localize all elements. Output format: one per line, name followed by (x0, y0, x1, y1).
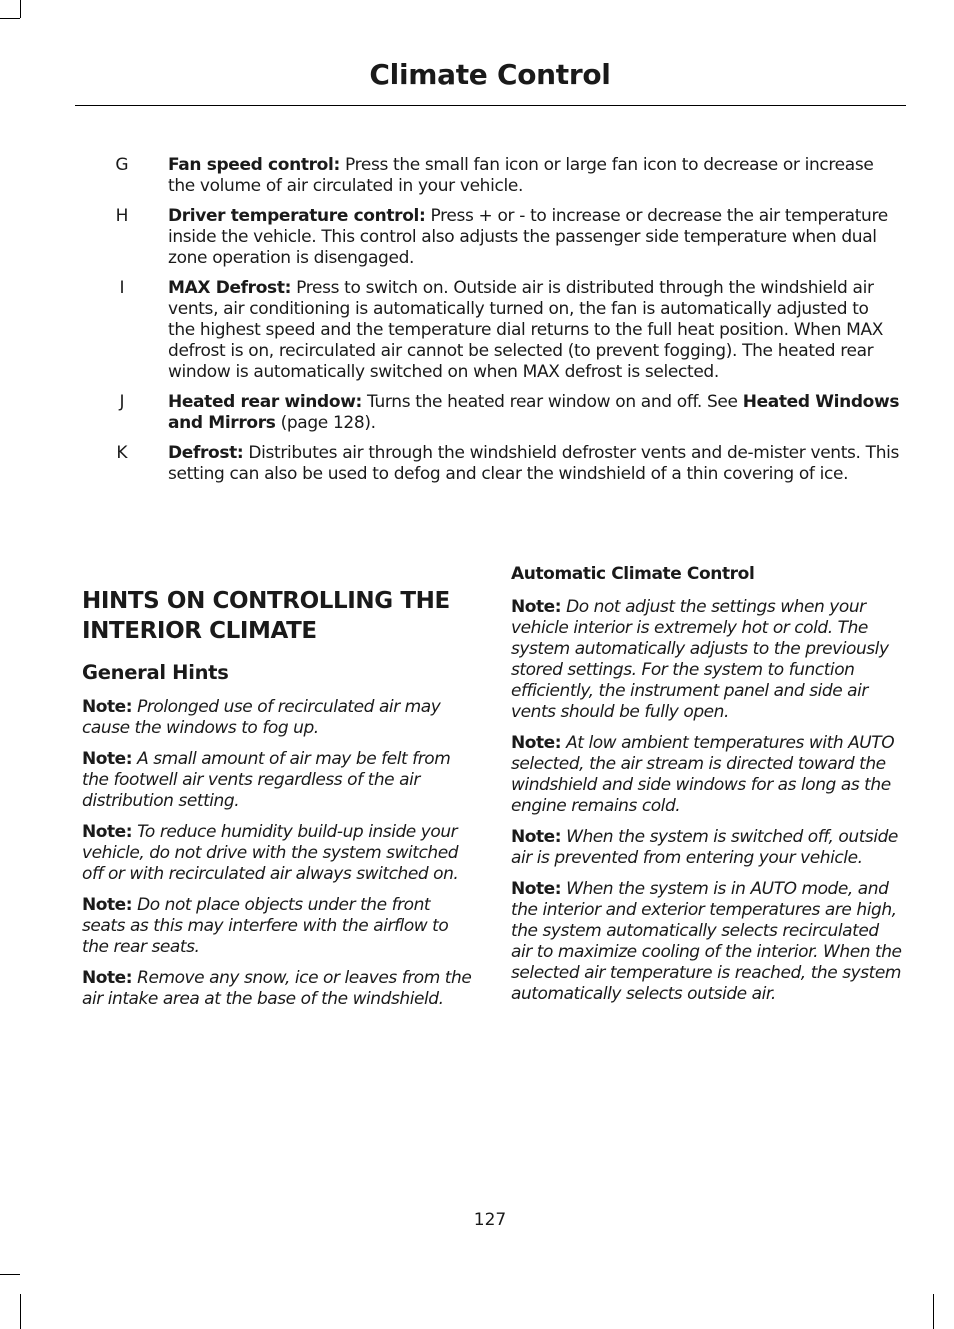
note-paragraph (82, 697, 474, 739)
note-text: Do not place objects under the front seats as this may interfere with the airflow to the rear seats. (82, 895, 449, 957)
legend-body: Turns the heated rear window on and off. See (362, 392, 743, 412)
note-paragraph (511, 597, 903, 723)
left-column (82, 586, 474, 1020)
legend-item-i (80, 278, 900, 383)
crop-mark-top-left-h (0, 18, 20, 19)
note-label: Note: (82, 749, 133, 769)
legend-letter: I (119, 278, 125, 298)
note-paragraph (511, 879, 903, 1005)
legend-description (168, 278, 900, 383)
legend-label: Driver temperature control: (168, 206, 426, 226)
legend-letter: K (116, 443, 128, 463)
note-paragraph (511, 827, 903, 869)
note-paragraph (82, 749, 474, 812)
note-label: Note: (82, 822, 133, 842)
legend-body: Press to switch on. Outside air is distributed through the windshield air vents, air conditioning is automatically turned on, the fan is automatically adjusted to the highest speed and the temperature dial returns to the full heat position. When MAX defrost is on, recirculated air cannot be selected (to prevent fogging). The heated rear window is automatically switched on when MAX defrost is selected. (168, 278, 884, 382)
note-label: Note: (82, 895, 133, 915)
legend-body: Press the small fan icon or large fan icon to decrease or increase the volume of air circulated in your vehicle. (168, 155, 874, 196)
legend-item-g (80, 155, 900, 197)
page-number: 127 (473, 1210, 507, 1230)
legend-item-j (80, 392, 900, 434)
note-text: At low ambient temperatures with AUTO selected, the air stream is directed toward the windshield and side windows for as long as the engine remains cold. (511, 733, 895, 816)
crop-mark-bottom-left-v (20, 1294, 21, 1329)
note-text: Remove any snow, ice or leaves from the air intake area at the base of the windshield. (82, 968, 472, 1009)
note-label: Note: (511, 733, 562, 753)
page-reference: (page 128). (275, 413, 376, 433)
note-label: Note: (511, 879, 562, 899)
subsection-heading: Automatic Climate Control (511, 564, 755, 584)
crop-mark-bottom-right-v (933, 1294, 934, 1329)
legend-item-h (80, 206, 900, 269)
legend-description (168, 392, 900, 434)
legend-label: Fan speed control: (168, 155, 340, 175)
crop-mark-bottom-left-h (0, 1274, 20, 1275)
legend-label: Defrost: (168, 443, 244, 463)
note-text: When the system is in AUTO mode, and the interior and exterior temperatures are high, the system automatically selects recirculated air to maximize cooling of the interior. When the selected air temperature is reached, the system automatically selects outside air. (511, 879, 902, 1004)
note-text: When the system is switched off, outside air is prevented from entering your vehicle. (511, 827, 898, 868)
legend-description (168, 206, 900, 269)
note-label: Note: (82, 968, 133, 988)
legend-body: Distributes air through the windshield defroster vents and de-mister vents. This setting can also be used to defog and clear the windshield of a thin covering of ice. (168, 443, 899, 484)
note-text: Prolonged use of recirculated air may cause the windows to fog up. (82, 697, 441, 738)
note-paragraph (511, 733, 903, 817)
legend-body: Press + or - to increase or decrease the air temperature inside the vehicle. This control also adjusts the passenger side temperature when dual zone operation is disengaged. (168, 206, 888, 268)
control-legend-list (80, 155, 900, 494)
legend-letter: J (119, 392, 125, 412)
note-text: To reduce humidity build-up inside your vehicle, do not drive with the system switched off or with recirculated air always switched on. (82, 822, 459, 884)
legend-item-k (80, 443, 900, 485)
note-label: Note: (511, 597, 562, 617)
legend-description (168, 443, 900, 485)
note-text: A small amount of air may be felt from the footwell air vents regardless of the air distribution setting. (82, 749, 451, 811)
note-text: Do not adjust the settings when your vehicle interior is extremely hot or cold. The system automatically adjusts to the previously stored settings. For the system to function efficiently, the instrument panel and side air vents should be fully open. (511, 597, 889, 722)
note-label: Note: (511, 827, 562, 847)
header-divider (75, 105, 906, 106)
crop-mark-top-left-v (20, 0, 21, 18)
legend-letter: H (115, 206, 129, 226)
legend-letter: G (115, 155, 129, 175)
subsection-heading: General Hints (82, 661, 229, 684)
legend-label: MAX Defrost: (168, 278, 292, 298)
legend-label: Heated rear window: (168, 392, 362, 412)
section-heading: HINTS ON CONTROLLING THE INTERIOR CLIMATE (82, 588, 450, 644)
page-title: Climate Control (369, 58, 611, 91)
legend-description (168, 155, 900, 197)
note-paragraph (82, 895, 474, 958)
cross-reference-link[interactable]: Heated Windows and Mirrors (168, 392, 900, 433)
note-paragraph (82, 822, 474, 885)
note-label: Note: (82, 697, 133, 717)
right-column (511, 563, 903, 1015)
note-paragraph (82, 968, 474, 1010)
